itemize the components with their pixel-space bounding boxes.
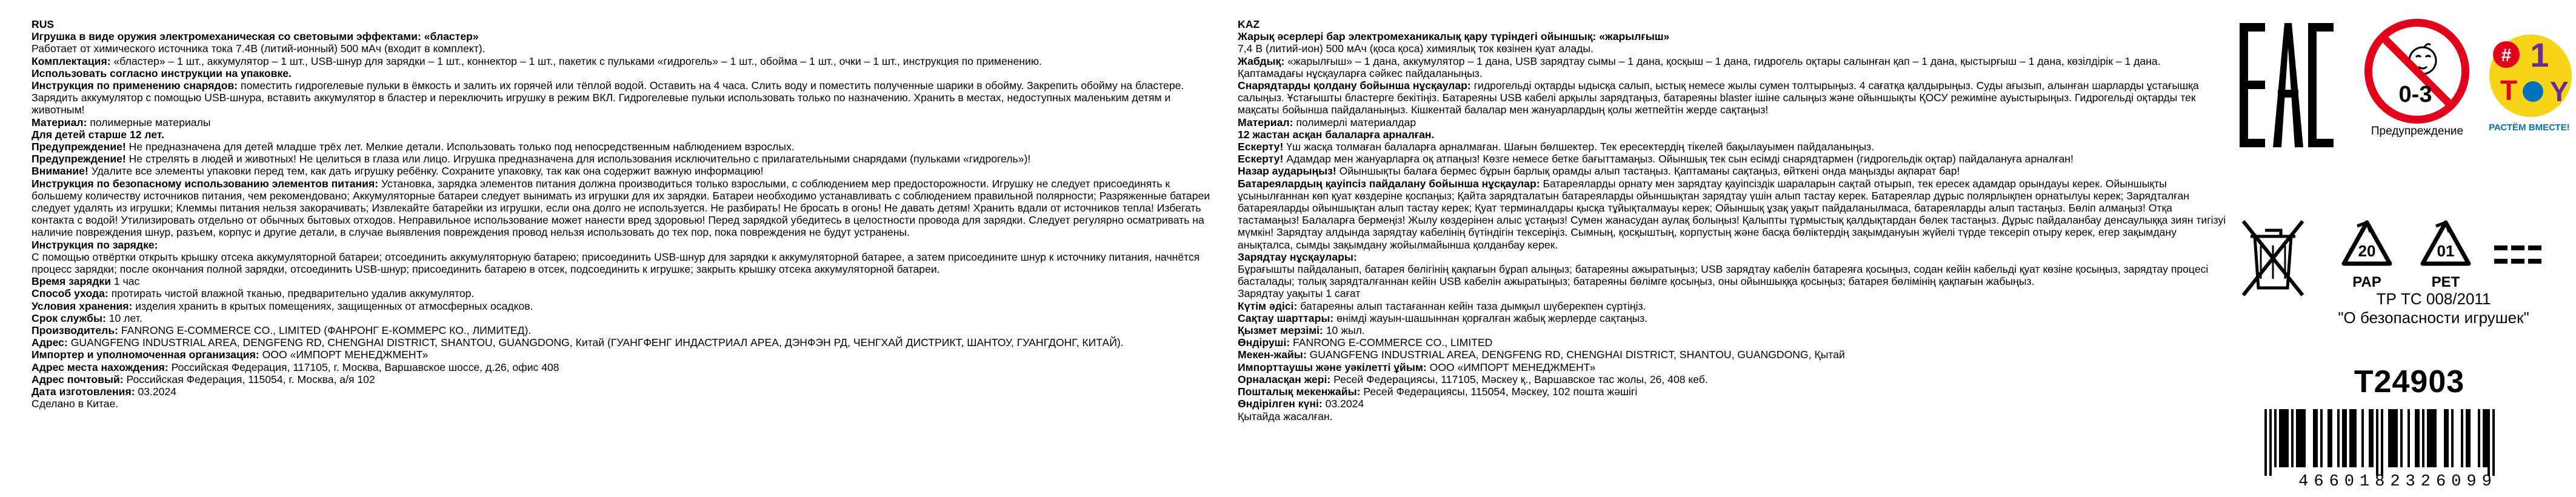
- age-range-text: 0-3: [2398, 82, 2432, 107]
- barcode-bar: [2320, 409, 2323, 467]
- barcode-bar: [2444, 409, 2449, 467]
- attention: Назар аударыңыз! Ойыншықты балаға бермес бұрын барлық орамды алып тастаңыз. Қаптаманы сақтаңыз, өйткені онда маңызды ақпарат бар!: [1238, 165, 1960, 178]
- lang-code: RUS: [32, 18, 55, 30]
- age-restriction-icon: [2364, 18, 2470, 124]
- barcode-bar: [2492, 409, 2495, 476]
- barcode-digits: 4660182326099: [2298, 473, 2497, 491]
- usage-note: Использовать согласно инструкции на упаковке.: [32, 67, 292, 79]
- barcode-bar: [2349, 409, 2357, 467]
- svg-text:T: T: [2500, 75, 2518, 106]
- made-in: Сделано в Китае.: [32, 398, 119, 410]
- kazakh-text-block: [1238, 18, 2232, 422]
- weee-bin-icon: [2243, 221, 2303, 295]
- warning-label: Предупреждение: [2371, 125, 2464, 138]
- barcode-bar: [2381, 409, 2383, 476]
- material: Материал: полимерлі материалдар: [1238, 116, 1416, 128]
- pet-label: PET: [2431, 274, 2460, 290]
- barcode-bar: [2422, 409, 2424, 467]
- postal-address: Адрес почтовый: Российская Федерация, 115054, г. Москва, а/я 102: [32, 373, 375, 385]
- svg-text:Y: Y: [2550, 76, 2569, 107]
- barcode-bar: [2451, 409, 2454, 467]
- product-title: Игрушка в виде оружия электромеханическая со световыми эффектами: «бластер»: [32, 30, 479, 43]
- svg-text:#: #: [2501, 45, 2512, 65]
- made-in: Қытайда жасалған.: [1238, 410, 1333, 422]
- service-life: Қызмет мерзімі: 10 жыл.: [1238, 324, 1365, 337]
- contents: Жабдық: «жарылғыш» – 1 дана, аккумулятор – 1 дана, USB зарядтау сымы – 1 дана, қосқыш – 1 дана, гидрогель оқтары салынған қап – 1 дана, қыстырғыш – 1 дана, көзілдірік – 1 дана.: [1238, 55, 2161, 67]
- battery-safety: Батареялардың қауіпсіз пайдалану бойынша нұсқаулар: Батареяларды орнату мен зарядтау қауіпсіздік шараларын сақтай отырып, тек ересек адамдар орындауы керек. Ойыншықты ұсынылғаннан көп қуат көздеріне қоспаңыз; Қайта зарядталатын батареяларды ойыншықтан зарядтау үшін алып тастау керек. Батареялар дұрыс полярлықпен орнатылуы керек; Зарядталған батареяларды ойыншықтан алып тастау керек; Қуат терминалдары қысқа тұйықталмауы керек; Ойыншық ұзақ уақыт пайдаланылмаса, батареяларды алып тастаңыз. Бөліп алмаңыз! Отқа тастамаңыз! Балаларға бермеңіз! Жылу көздерінен алыс ұстаңыз! Сумен жанасудан аулақ болыңыз! Қалыпты тұрмыстық қалдықтардан бөлек тастаңыз. Дұрыс пайдаланбау денсаулыққа зиян тигізуі мүмкін! Зарядтау алдында зарядтау кабелінің бүтіндігін тексеріңіз. Сымның, қосқыштың, корпустың және басқа бөліктердің зақымдануын жүйелі түрде тексеріп отыру керек, егер зақымдану анықталса, сымды зақымдану жойылмайынша қолданбау керек.: [1238, 177, 2226, 251]
- pap-code: 20: [2358, 242, 2376, 260]
- contents: Комплектация: «бластер» – 1 шт., аккумулятор – 1 шт., USB-шнур для зарядки – 1 шт., коннектор – 1 шт., пакетик с пульками «гидрогель» – 1 шт., обойма – 1 шт., очки – 1 шт., инструкция по применению.: [32, 55, 1042, 67]
- age-note: 12 жастан асқан балаларға арналған.: [1238, 128, 1435, 141]
- charging-heading: Инструкция по зарядке:: [32, 238, 158, 251]
- location-address: Адрес места нахождения: Российская Федерация, 117105, г. Москва, Варшавское шоссе, д.26, офис 408: [32, 361, 559, 373]
- storage: Условия хранения: изделия хранить в крытых помещениях, защищенных от атмосферных осадков.: [32, 299, 533, 312]
- barcode-bar: [2337, 409, 2340, 467]
- sku-code: T24903: [2354, 364, 2465, 399]
- charging-heading: Зарядтау нұсқаулары:: [1238, 250, 1357, 263]
- tc-title: "О безопасности игрушек": [2338, 309, 2529, 327]
- barcode-bar: [2369, 409, 2374, 467]
- location-address: Орналасқан жері: Ресей Федерациясы, 117105, Мәскеу қ., Варшавское тас жолы, 26, 408 кеб.: [1238, 373, 1708, 385]
- barcode-bar: [2461, 409, 2463, 467]
- barcode-bar: [2291, 409, 2294, 467]
- manufacture-date: Өндірілген күні: 03.2024: [1238, 398, 1364, 410]
- importer: Импортер и уполномоченная организация: ООО «ИМПОРТ МЕНЕДЖМЕНТ»: [32, 349, 429, 361]
- charging-steps: Бұрағышты пайдаланып, батарея бөлігінің қақпағын бұрап алыңыз; батареяны ажыратыңыз; USB зарядтау кабелін батареяға қосыңыз, содан кейін кабельді қуат көзіне қосыңыз, зарядтау процесі басталады; толық зарядталғаннан кейін USB кабелін ажыратыңыз; батареяны бөлімге қосыңыз, оны ойыншыққа қосыңыз; батарея бөлімінің қақпағын жабыңыз.: [1238, 263, 2209, 288]
- toy-brand-logo: [2482, 27, 2576, 142]
- tc-code: ТР ТС 008/2011: [2376, 290, 2491, 308]
- care: Күтім әдісі: батареяны алып тастағаннан кейін таза дымқыл шүберекпен сүртіңіз.: [1238, 299, 1646, 312]
- barcode-bar: [2264, 409, 2267, 476]
- care: Способ ухода: протирать чистой влажной тканью, предварительно удалив аккумулятор.: [32, 287, 475, 300]
- svg-text:1: 1: [2530, 36, 2549, 74]
- lang-code: KAZ: [1238, 18, 1260, 30]
- barcode-bar: [2466, 409, 2471, 467]
- charge-time: Время зарядки 1 час: [32, 275, 140, 288]
- barcode-bar: [2407, 409, 2410, 467]
- attention: Внимание! Удалите все элементы упаковки перед тем, как дать игрушку ребёнку. Сохраните упаковку, так как она содержит важную информацию!: [32, 165, 764, 178]
- barcode-bar: [2427, 409, 2437, 467]
- storage: Сақтау шарттары: өнімді жауын-шашыннан қорғалған жабық жерлерде сақтаңыз.: [1238, 312, 1648, 324]
- service-life: Срок службы: 10 лет.: [32, 312, 142, 324]
- barcode-bar: [2313, 409, 2318, 467]
- barcode-bar: [2400, 409, 2403, 467]
- age-note: Для детей старше 12 лет.: [32, 128, 164, 141]
- warning-1: Предупреждение! Не предназначена для детей младше трёх лет. Мелкие детали. Использовать только под непосредственным наблюдением взрослых.: [32, 141, 795, 153]
- warning-2: Предупреждение! Не стрелять в людей и животных! Не целиться в глаза или лицо. Игрушка предназначена для использования исключительно с прилагательными снарядами (пульками «гидрогель»)!: [32, 153, 1031, 165]
- toy-tagline: РАСТЁМ ВМЕСТЕ!: [2489, 122, 2570, 133]
- russian-text-block: [32, 18, 1216, 410]
- address: Мекен-жайы: GUANGFENG INDUSTRIAL AREA, DENGFENG RD, CHENGHAI DISTRICT, SHANTOU, GUANGDONG, Қытай: [1238, 349, 1845, 361]
- ean13-barcode: [2252, 409, 2543, 491]
- barcode-bar: [2415, 409, 2420, 467]
- material: Материал: полимерные материалы: [32, 116, 211, 128]
- pap-label: PAP: [2352, 274, 2381, 290]
- barcode-bar: [2279, 409, 2289, 467]
- barcode-bar: [2488, 409, 2490, 476]
- manufacturer: Өндіруші: FANRONG E-COMMERCE CO., LIMITED: [1238, 336, 1493, 349]
- manufacturer: Производитель: FANRONG E-COMMERCE CO., LIMITED (ФАНРОНГ Е-КОММЕРС КО., ЛИМИТЕД).: [32, 324, 532, 337]
- label: Комплектация:: [32, 55, 111, 67]
- tr-ts-reference: [2291, 290, 2576, 327]
- eac-logo: [2240, 23, 2334, 147]
- ammo-instructions: Снарядтарды қолдану бойынша нұсқаулар: гидрогельді оқтарды ыдысқа салып, ыстық немесе жылы сумен толтырыңыз. 4 сағатқа қалдырыңыз. Суды ағызып, алынған шарларды ұстағышқа салыңыз. Ұстағышты бластерге бекітіңіз. Батареяны USB кабелі арқылы зарядтаңыз, батареяны blaster ішіне салыңыз және ойыншықты ҚОСУ режиміне ауыстырыңыз. Гидрогельді оқтарды тек мақсаты бойынша пайдаланыңыз. Кішкентай балалар мен жануарлардың қолы жетпейтін жерде сақтаңыз!: [1238, 79, 2199, 116]
- barcode-bar: [2327, 409, 2332, 467]
- barcode-bar: [2296, 409, 2306, 467]
- pet-code: 01: [2437, 242, 2455, 260]
- barcode-bar: [2269, 409, 2272, 476]
- barcode-bar: [2388, 409, 2398, 467]
- barcode-bar: [2478, 409, 2480, 467]
- barcode-bar: [2376, 409, 2378, 476]
- barcode-bar: [2274, 409, 2277, 467]
- power-info: 7,4 В (литий-ион) 500 мАч (қоса қоса) химиялық ток көзінен қуат алады.: [1238, 42, 1593, 55]
- ammo-instructions: Инструкция по применению снарядов: поместить гидрогелевые пульки в ёмкость и залить их горячей или тёплой водой. Оставить на 4 часа. Слить воду и поместить полученные шарики в обойму. Закрепить обойму на бластере. Зарядить аккумулятор с помощью USB-шнура, вставить аккумулятор в бластер и переключить игрушку в режим ВКЛ. Гидрогелевые пульки использовать только по назначению. Хранить в местах, недоступных маленьким детям и животным!: [32, 79, 1184, 116]
- power-info: Работает от химического источника тока 7.4В (литий-ионный) 500 мАч (входит в комплект).: [32, 42, 486, 55]
- address: Адрес: GUANGFENG INDUSTRIAL AREA, DENGFENG RD, CHENGHAI DISTRICT, SHANTOU, GUANGDONG, Китай (ГУАНГФЕНГ ИНДАСТРИАЛ АРЕА, ДЭНФЭН РД, ЧЕНГХАЙ ДИСТРИКТ, ШАНТОУ, ГУАНГДОНГ, КИТАЙ).: [32, 336, 1124, 349]
- charge-time: Зарядтау уақыты 1 сағат: [1238, 287, 1361, 300]
- charging-steps: С помощью отвёртки открыть крышку отсека аккумуляторной батареи; отсоединить аккумуляторную батарею; присоединить USB-шнур для зарядки к аккумуляторной батарее, а затем присоедините шнур к источнику питания, начнётся процесс зарядки; после окончания полной зарядки, отсоединить USB-шнур; присоединить батарею в отсек, подсоединить к игрушке; закрыть крышку отсека аккумуляторной батареи.: [32, 250, 1200, 276]
- importer: Импорттаушы және уәкілетті ұйым: ООО «ИМПОРТ МЕНЕДЖМЕНТ»: [1238, 361, 1596, 373]
- battery-safety: Инструкция по безопасному использованию элементов питания: Установка, зарядка элементов питания должна производиться только взрослыми, с соблюдением мер предосторожности. Игрушку не следует присоединять к большему количеству источников питания, чем рекомендовано; Аккумуляторные батареи следует вынимать из игрушки для их зарядки. Батареи необходимо устанавливать с соблюдением правильной полярности; Разряженные батареи следует удалять из игрушки; Клеммы питания нельзя закорачивать; Извлекайте батарейки из игрушки, если она долго не используется. Не разбирать! Не бросать в огонь! Не давать детям! Хранить вдали от источников тепла! Избегать контакта с водой! Утилизировать отдельно от обычных бытовых отходов. Неправильное использование может нанести вред здоровью! Перед зарядкой убедитесь в целостности провода для зарядки. Следует регулярно осматривать на наличие повреждения шнур, разъем, корпус и другие детали, в случае выявления повреждения провод нельзя использовать до тех пор, пока повреждения не будут устранены.: [32, 177, 1210, 239]
- manufacture-date: Дата изготовления: 03.2024: [32, 385, 177, 398]
- barcode-bar: [2361, 409, 2364, 467]
- usage-note: Қаптамадағы нұсқауларға сәйкес пайдаланыңыз.: [1238, 67, 1483, 79]
- product-title: Жарық әсерлері бар электромеханикалық қару түріндегі ойыншық: «жарылғыш»: [1238, 30, 1670, 43]
- barcode-bar: [2342, 409, 2347, 467]
- warning-2: Ескерту! Адамдар мен жануарларға оқ атпаңыз! Көзге немесе бетке бағыттамаңыз. Ойыншық тек сын есімді снарядтармен (гидрогельдік оқтар) пайдалануға арналған!: [1238, 153, 2074, 165]
- dash-separator-icon: [2494, 245, 2541, 264]
- postal-address: Пошталық мекенжайы: Ресей Федерациясы, 115054, Мәскеу, 102 пошта жәшігі: [1238, 385, 1638, 398]
- warning-1: Ескерту! Үш жасқа толмаған балаларға арналмаған. Шағын бөлшектер. Тек ересектердің тікелей бақылауымен пайдаланыңыз.: [1238, 141, 1875, 153]
- barcode-bar: [2483, 409, 2488, 467]
